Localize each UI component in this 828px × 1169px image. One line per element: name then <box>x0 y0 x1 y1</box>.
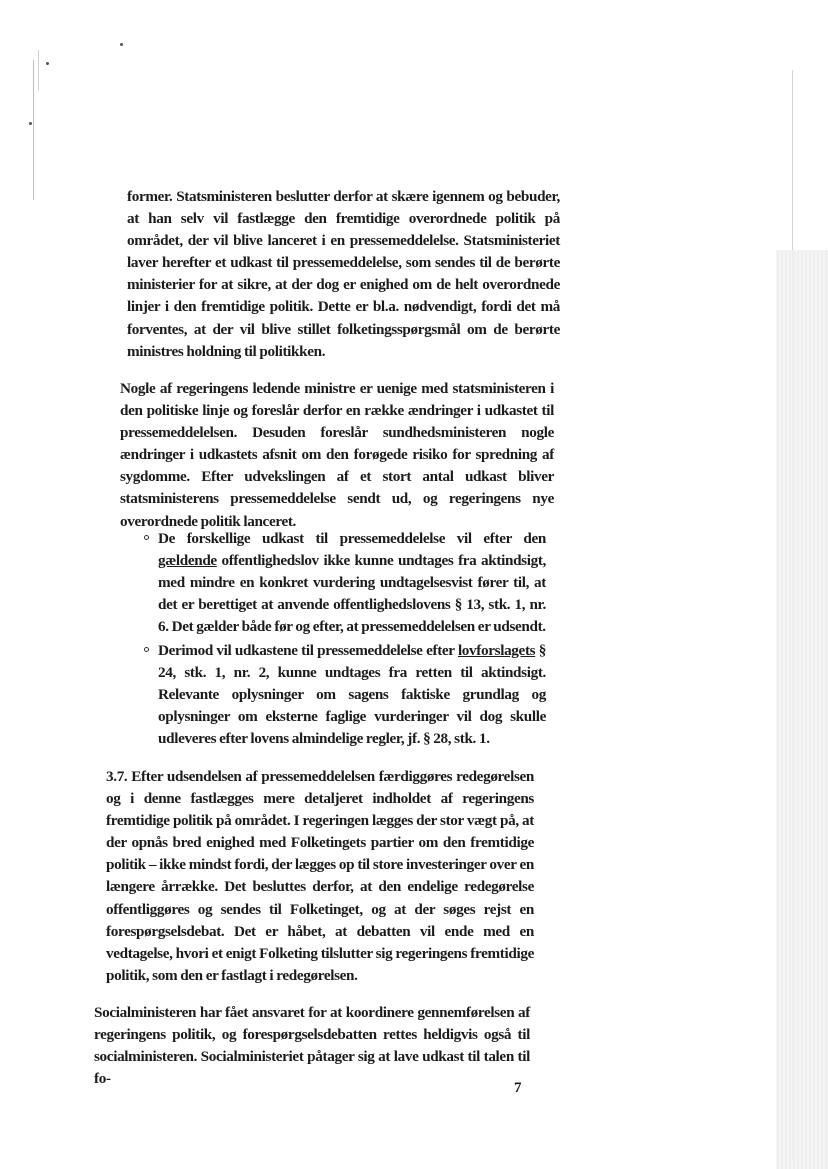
scan-edge-mark <box>38 50 39 90</box>
bullet-icon <box>144 647 149 652</box>
underlined-term: lovforslagets <box>457 642 536 659</box>
section-text: Efter udsendelsen af pressemeddelelsen færdiggøres redegørelsen og i denne fastlægges mere detaljeret indholdet af regeringens fremtidige politik på området. I regeringen lægges der stor vægt på, at der opnås bred enighed med Folketingets partier om den fremtidige politik – ikke mindst fordi, der lægges op til store investeringer over en længere årrække. Det besluttes derfor, at den endelige redegørelse offentliggøres og sendes til Folketinget, og at der søges rejst en forespørgselsdebat. Det er håbet, at debatten vil ende med en vedtagelse, hvori et enigt Folketing tilslutter sig regeringens fremtidige politik, som den er fastlagt i redegørelsen. <box>106 768 534 984</box>
paragraph-1: former. Statsministeren beslutter derfor at skære igennem og bebuder, at han selv vil fastlægge den fremtidige overordnede politik på området, der vil blive lanceret i en pressemeddelelse. Statsministeriet laver herefter et udkast til pressemeddelelse, som sendes til de berørte ministerier for at sikre, at der dog er enighed om de helt overordnede linjer i den fremtidige politik. Dette er bl.a. nødvendigt, fordi det må forventes, at der vil blive stillet folketingsspørgsmål om de berørte ministres holdning til politikken. <box>127 188 560 360</box>
bullet-list-item-1 <box>158 528 546 638</box>
bullet-list-item-2 <box>158 640 546 750</box>
bullet-text-part: Derimod vil udkastene til pressemeddelelse efter <box>158 642 458 659</box>
underlined-term: gældende <box>158 552 217 570</box>
page-number: 7 <box>514 1080 522 1096</box>
paragraph-5: Socialministeren har fået ansvaret for at koordinere gennemførelsen af regeringens politik, og forespørgselsdebatten rettes heldigvis også til socialministeren. Socialministeriet påtager sig at lave udkast til talen til fo- <box>94 1004 530 1088</box>
section-number: 3.7. <box>106 768 128 785</box>
scan-edge-mark <box>33 60 34 200</box>
bullet-text-part: De forskellige udkast til pressemeddelelse vil efter den <box>158 530 546 547</box>
scan-speck <box>46 62 49 65</box>
bullet-text <box>158 640 546 750</box>
scan-edge-shadow <box>776 250 828 1169</box>
scan-speck <box>29 122 32 125</box>
bullet-text-part: § 24, stk. 1, nr. 2, kunne undtages fra retten til aktindsigt. Relevante oplysninger om sagens faktiske grundlag og oplysninger om eksterne faglige vurderinger vil dog skulle udleveres efter lovens almindelige regler, jf. § 28, stk. 1. <box>158 642 546 748</box>
paragraph-2: Nogle af regeringens ledende ministre er uenige med statsministeren i den politiske linje og foreslår derfor en række ændringer i udkastet til pressemeddelelsen. Desuden foreslår sundhedsministeren nogle ændringer i udkastets afsnit om den forøgede risiko for spredning af sygdomme. Efter udvekslingen af et stort antal udkast bliver statsministerens pressemeddelelse sendt ud, og regeringens nye overordnede politik lanceret. <box>120 380 554 530</box>
section-3-7-paragraph <box>106 766 534 987</box>
scan-speck <box>120 43 123 46</box>
bullet-text <box>158 528 546 638</box>
list-item <box>158 640 546 750</box>
bullet-text-part: offentlighedslov ikke kunne undtages fra aktindsigt, med mindre en konkret vurdering undtagelsesvist fører til, at det er berettiget at anvende offentlighedslovens § 13, stk. 1, nr. 6. Det gælder både før og efter, at pressemeddelelsen er udsendt. <box>158 552 546 636</box>
bullet-icon <box>144 535 149 540</box>
list-item <box>158 528 546 638</box>
